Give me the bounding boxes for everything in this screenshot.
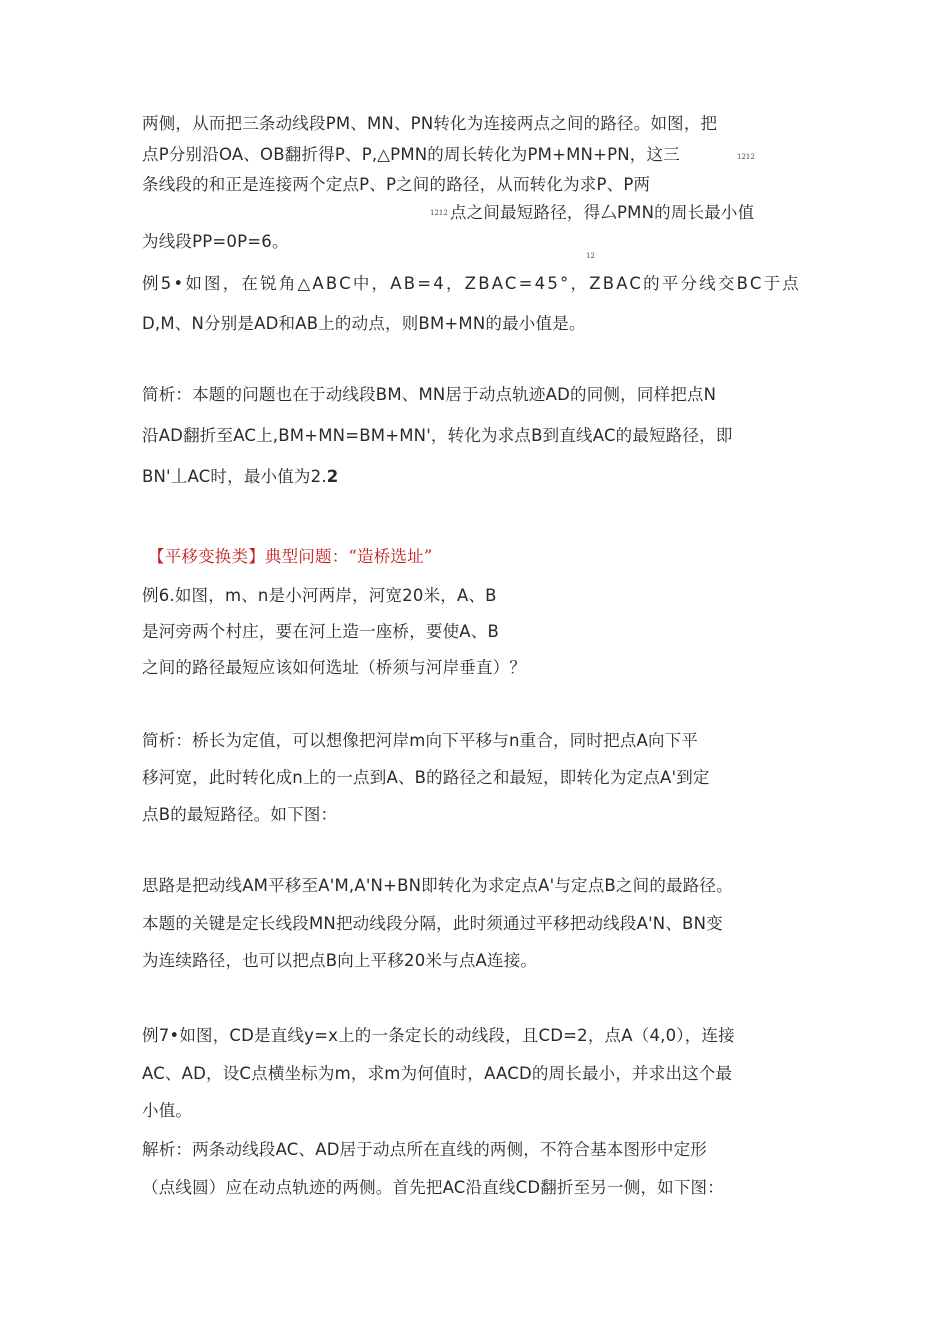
answer-6-line: 点B的最短路径。如下图：: [142, 805, 338, 824]
example-6-line: 之间的路径最短应该如何选址（桥须与河岸垂直）？: [142, 658, 527, 677]
answer-7-line: 解析：两条动线段AC、AD居于动点所在直线的两侧，不符合基本图形中定形: [142, 1140, 708, 1159]
paragraph-line: 两侧，从而把三条动线段PM、MN、PN转化为连接两点之间的路径。如图，把: [142, 114, 718, 133]
subscript-note: 1212: [430, 209, 448, 217]
paragraph-line: 为线段PP=0P=6。: [142, 232, 289, 251]
example-5-line: D,M、N分别是AD和AB上的动点，则BM+MN的最小值是。: [142, 314, 586, 333]
answer-7-line: （点线圆）应在动点轨迹的两侧。首先把AC沿直线CD翻折至另一侧，如下图：: [142, 1178, 724, 1197]
example-5-line: 例5•如图，在锐角△ABC中，AB=4，ZBAC=45°，ZBAC的平分线交BC于点: [142, 274, 801, 293]
answer-6-line: 简析：桥长为定值，可以想像把河岸m向下平移与n重合，同时把点A向下平: [142, 731, 699, 750]
idea-6-line: 为连续路径，也可以把点B向上平移20米与点A连接。: [142, 951, 538, 970]
answer-5-value: 2: [326, 467, 339, 486]
example-7-line: 例7•如图，CD是直线y=x上的一条定长的动线段，且CD=2，点A（4,0），连接: [142, 1026, 735, 1045]
paragraph-line: 点之间最短路径，得厶PMN的周长最小值: [450, 203, 755, 222]
answer-5-line: [142, 465, 338, 489]
subscript-note: 12: [586, 252, 595, 260]
subscript-note: 1212: [737, 153, 755, 161]
example-6-line: 是河旁两个村庄，要在河上造一座桥，要使A、B: [142, 622, 500, 641]
answer-5-line: 简析：本题的问题也在于动线段BM、MN居于动点轨迹AD的同侧，同样把点N: [142, 385, 717, 404]
example-7-line: AC、AD，设C点横坐标为m，求m为何值时，AACD的周长最小，并求出这个最: [142, 1064, 733, 1083]
idea-6-line: 思路是把动线AM平移至A'M,A'N+BN即转化为求定点A'与定点B之间的最路径。: [142, 876, 733, 895]
example-7-line: 小值。: [142, 1101, 193, 1120]
answer-5-line: 沿AD翻折至AC上,BM+MN=BM+MN'，转化为求点B到直线AC的最短路径，即: [142, 426, 733, 445]
paragraph-line: 点P分别沿OA、OB翻折得P、P,△PMN的周长转化为PM+MN+PN，这三: [142, 145, 680, 164]
idea-6-line: 本题的关键是定长线段MN把动线段分隔，此时须通过平移把动线段A'N、BN变: [142, 914, 723, 933]
answer-6-line: 移河宽，此时转化成n上的一点到A、B的路径之和最短，即转化为定点A'到定: [142, 768, 710, 787]
paragraph-line: 条线段的和正是连接两个定点P、P之间的路径，从而转化为求P、P两: [142, 175, 651, 194]
section-heading: 【平移变换类】典型问题：“造桥选址”: [148, 547, 433, 566]
example-6-line: 例6.如图，m、n是小河两岸，河宽20米，A、B: [142, 586, 497, 605]
answer-5-text: BN'丄AC时，最小值为2.: [142, 467, 327, 486]
